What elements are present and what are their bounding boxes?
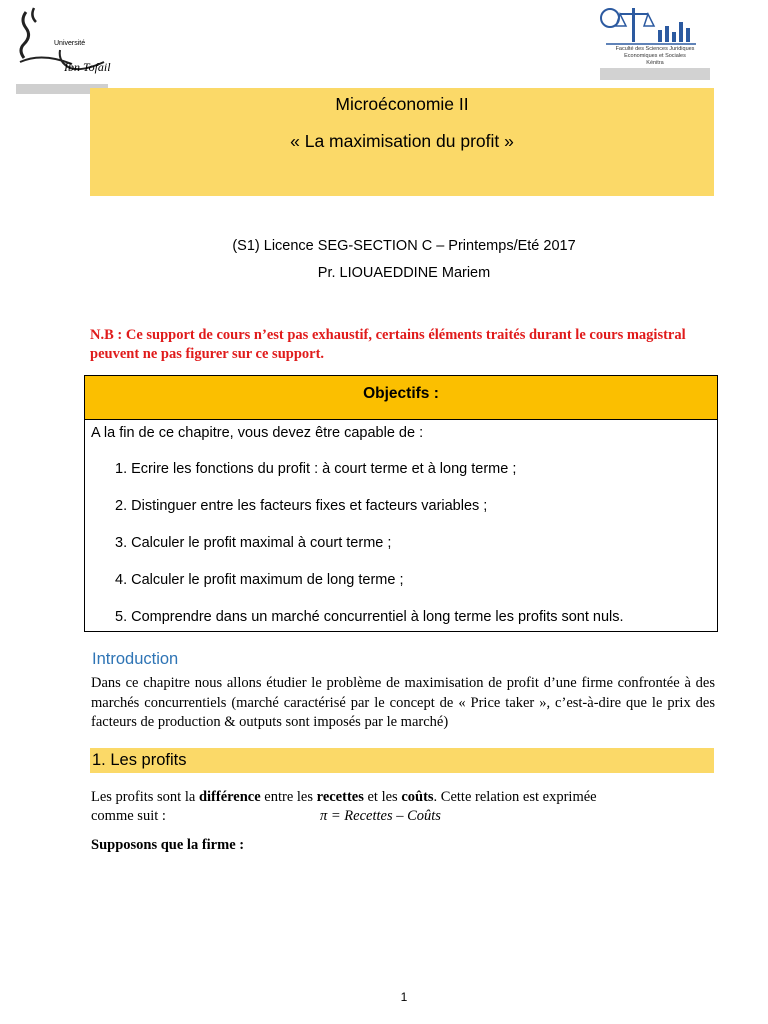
profits-text-b: différence: [198, 789, 261, 805]
introduction-text: Dans ce chapitre nous allons étudier le problème de maximisation de profit d’une firme confrontée à des marchés concurrentiels (marché caractérisé par le concept de « Price taker », c’est-à-dire que le prix des facteurs de production & outputs sont imposés par le marché): [91, 675, 715, 730]
university-label: Université: [54, 40, 86, 47]
course-title: Microéconomie II: [335, 94, 469, 114]
profits-text-g: . Cette relation est exprimée: [433, 789, 597, 805]
objectives-heading: Objectifs :: [85, 376, 717, 420]
objectives-box: [84, 375, 718, 632]
profits-text-e: et les: [363, 789, 402, 805]
faculty-line3: Kénitra: [646, 60, 664, 66]
university-script-name: Ibn Tofail: [64, 60, 111, 74]
disclaimer-note: N.B : Ce support de cours n’est pas exhaustif, certains éléments traités durant le cours magistral peuvent ne pas figurer sur ce support.: [90, 327, 686, 362]
title-box: [90, 88, 714, 196]
faculty-line2: Economiques et Sociales: [624, 53, 686, 59]
faculty-line1: Faculté des Sciences Juridiques: [615, 46, 695, 52]
objective-item: 1. Ecrire les fonctions du profit : à court terme et à long terme ;: [115, 461, 517, 477]
profits-text-c: entre les: [260, 789, 317, 805]
profits-text-a: Les profits sont la: [91, 789, 199, 805]
objectives-intro: A la fin de ce chapitre, vous devez être capable de :: [91, 425, 424, 441]
section-heading: 1. Les profits: [90, 748, 714, 773]
professor-name: Pr. LIOUAEDDINE Mariem: [317, 265, 491, 281]
faculty-logo-graphic: [596, 2, 714, 82]
course-info: (S1) Licence SEG-SECTION C – Printemps/Eté 2017: [232, 238, 576, 254]
profit-formula: π = Recettes – Coûts: [320, 808, 441, 824]
chapter-title: « La maximisation du profit »: [290, 131, 514, 151]
faculty-logo: [596, 2, 714, 82]
objective-item: 2. Distinguer entre les facteurs fixes et facteurs variables ;: [115, 498, 488, 514]
objective-item: 4. Calculer le profit maximum de long terme ;: [115, 572, 404, 588]
objective-item: 5. Comprendre dans un marché concurrentiel à long terme les profits sont nuls.: [115, 609, 624, 625]
university-logo: [12, 2, 112, 98]
profits-text-d: recettes: [316, 789, 364, 805]
objective-item: 3. Calculer le profit maximal à court terme ;: [115, 535, 392, 551]
profits-text-h: comme suit :: [91, 808, 166, 824]
university-logo-graphic: [12, 2, 112, 98]
profits-definition: [91, 788, 597, 808]
introduction-heading: Introduction: [92, 650, 179, 668]
page-number: 1: [400, 990, 408, 1004]
suppose-text: Supposons que la firme :: [91, 837, 245, 853]
profits-text-f: coûts: [401, 789, 434, 805]
